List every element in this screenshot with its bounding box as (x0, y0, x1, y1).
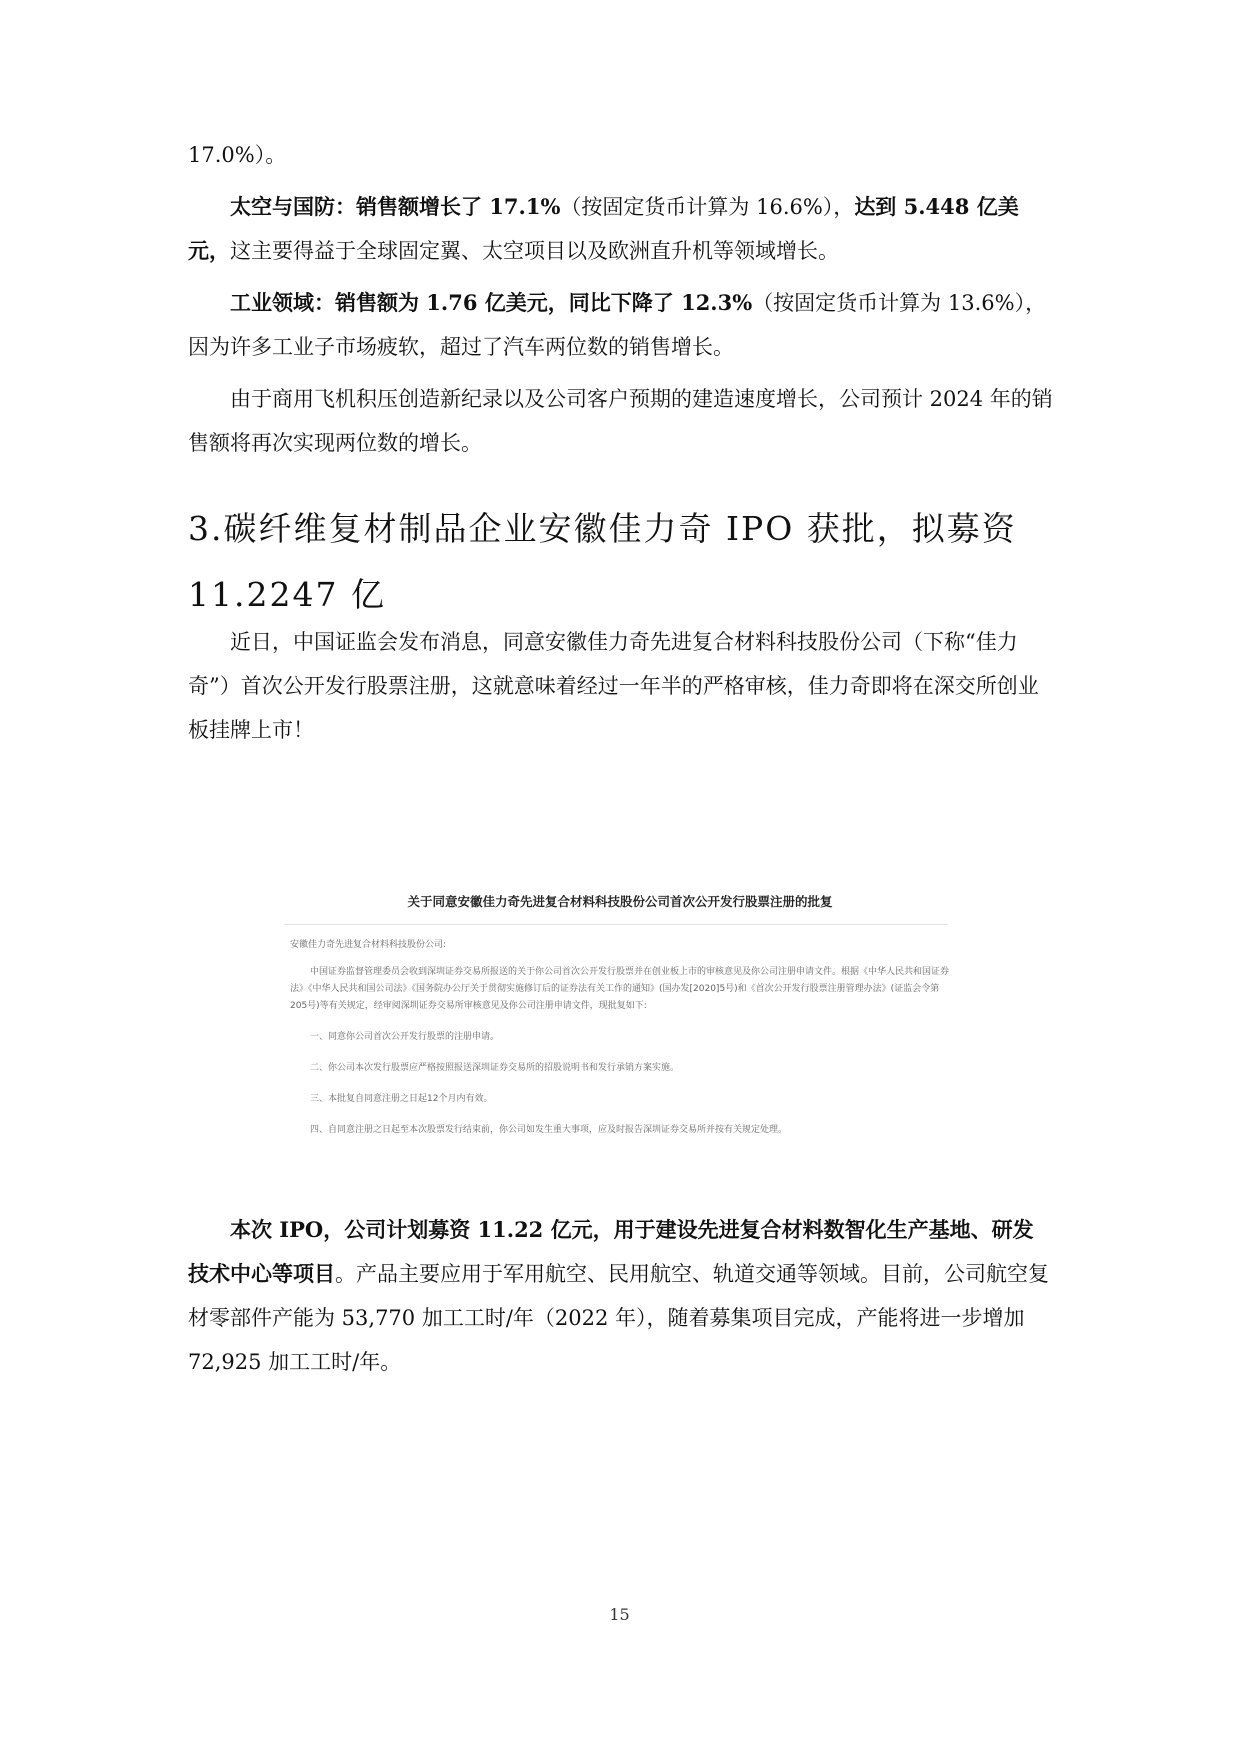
approval-divider (284, 924, 948, 925)
text-block-top (188, 133, 1054, 465)
approval-item: 二、你公司本次发行股票应严格按照报送深圳证券交易所的招股说明书和发行承销方案实施。 (310, 1063, 680, 1073)
approval-item: 一、同意你公司首次公开发行股票的注册申请。 (310, 1032, 500, 1042)
page-number: 15 (609, 1605, 630, 1624)
approval-document-image (284, 882, 956, 1174)
industrial-highlight: 工业领域：销售额为 1.76 亿美元，同比下降了 12.3% (230, 290, 753, 315)
approval-body (284, 937, 956, 1139)
approval-addressee: 安徽佳力奇先进复合材料科技股份公司: (290, 940, 447, 950)
section-3 (188, 496, 1054, 628)
approval-title: 关于同意安徽佳力奇先进复合材料科技股份公司首次公开发行股票注册的批复 (407, 894, 833, 909)
paragraph-space-defense: 太空与国防：销售额增长了 17.1%（按固定货币计算为 16.6%），达到 5.448 亿美元，这主要得益于全球固定翼、太空项目以及欧洲直升机等领域增长。 (188, 194, 1019, 263)
paragraph-industrial: 工业领域：销售额为 1.76 亿美元，同比下降了 12.3%（按固定货币计算为 13.6%），因为许多工业子市场疲软，超过了汽车两位数的销售增长。 (188, 290, 1047, 359)
ipo-plan-highlight: 本次 IPO，公司计划募资 11.22 亿元，用于建设先进复合材料数智化生产基地、研发技术中心等项目 (188, 1217, 1034, 1286)
paragraph-ipo-plan: 本次 IPO，公司计划募资 11.22 亿元，用于建设先进复合材料数智化生产基地、研发技术中心等项目。产品主要应用于军用航空、民用航空、轨道交通等领域。目前，公司航空复材零部件产能为 53,770 加工工时/年（2022 年），随着募集项目完成，产能将进一步增加 72,925 加工工时/年。 (188, 1217, 1049, 1374)
approval-item: 三、本批复自同意注册之日起12个月内有效。 (310, 1094, 493, 1104)
paragraph-outlook: 由于商用飞机积压创造新纪录以及公司客户预期的建造速度增长，公司预计 2024 年的销售额将再次实现两位数的增长。 (188, 387, 1053, 455)
approval-intro: 中国证券监督管理委员会收到深圳证券交易所报送的关于你公司首次公开发行股票并在创业板上市的审核意见及你公司注册申请文件。根据《中华人民共和国证券法》《中华人民共和国公司法》《国务院办公厅关于贯彻实施修订后的证券法有关工作的通知》(国办发[2020]5号)和《首次公开发行股票注册管理办法》(证监会令第205号)等有关规定，经审阅深圳证券交易所审核意见及你公司注册申请文件，现批复如下: (290, 967, 950, 1011)
approval-item: 四、自同意注册之日起至本次股票发行结束前，你公司如发生重大事项，应及时报告深圳证券交易所并按有关规定处理。 (310, 1125, 788, 1135)
section-heading: 3.碳纤维复材制品企业安徽佳力奇 IPO 获批，拟募资 11.2247 亿 (188, 509, 1017, 614)
text-block-bottom (188, 1208, 1054, 1384)
text-block-middle (188, 620, 1054, 752)
space-defense-amount: 达到 5.448 亿美元， (188, 194, 1019, 263)
paragraph-ipo-news: 近日，中国证监会发布消息，同意安徽佳力奇先进复合材料科技股份公司（下称“佳力奇”）首次公开发行股票注册，这就意味着经过一年半的严格审核，佳力奇即将在深交所创业板挂牌上市！ (188, 630, 1039, 742)
space-defense-highlight: 太空与国防：销售额增长了 17.1% (230, 194, 561, 219)
paragraph-continuation: 17.0%）。 (188, 143, 287, 167)
